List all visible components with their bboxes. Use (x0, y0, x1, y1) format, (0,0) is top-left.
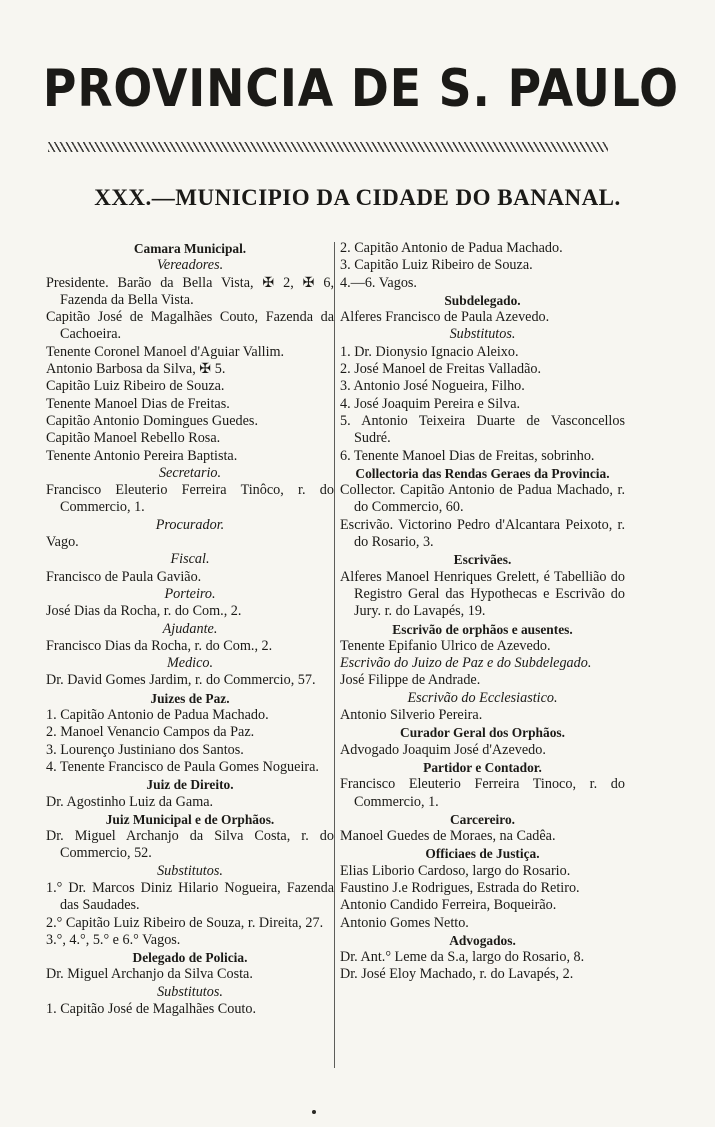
entry-line: Capitão José de Magalhães Couto, Fazenda da Cachoeira. (46, 309, 334, 343)
entry-line: 3. Lourenço Justiniano dos Santos. (46, 741, 244, 758)
entry-line: Escrivão. Victorino Pedro d'Alcantara Peixoto, r. do Rosario, 3. (340, 516, 625, 551)
role-heading: Substitutos. (157, 862, 223, 879)
entry-line: Tenente Coronel Manoel d'Aguiar Vallim. (46, 343, 285, 360)
entry-line: Tenente Epifanio Ulrico de Azevedo. (340, 637, 551, 654)
section-heading: Escrivão de orphãos e ausentes. (392, 621, 573, 637)
section-heading: Advogados. (449, 932, 516, 948)
section-heading: Collectoria das Rendas Geraes da Provincia. (355, 465, 610, 481)
entry-line: Dr. Miguel Archanjo da Silva Costa. (46, 966, 253, 983)
entry-line: 4. José Joaquim Pereira e Silva. (340, 395, 521, 412)
entry-line: Tenente Manoel Dias de Freitas. (46, 395, 230, 412)
entry-line: Escrivão do Juizo de Paz e do Subdelegado. (340, 655, 592, 672)
entry-line: 1. Capitão Antonio de Padua Machado. (46, 707, 269, 724)
entry-line: Elias Liborio Cardoso, largo do Rosario. (340, 862, 571, 879)
entry-line: 4. Tenente Francisco de Paula Gomes Nogueira. (46, 758, 319, 775)
entry-line: Dr. Miguel Archanjo da Silva Costa, r. do Commercio, 52. (46, 828, 334, 862)
role-heading: Substitutos. (157, 983, 223, 1000)
right-column (340, 240, 625, 984)
role-heading: Porteiro. (164, 585, 216, 602)
section-heading: Subdelegado. (444, 292, 521, 308)
entry-line: Presidente. Barão da Bella Vista, ✠ 2, ✠ 6, Fazenda da Bella Vista. (46, 274, 334, 308)
entry-line: 2. Capitão Antonio de Padua Machado. (340, 240, 563, 256)
section-heading: Carcereiro. (449, 811, 516, 827)
section-heading: Juiz de Direito. (146, 777, 234, 793)
entry-line: Antonio Gomes Netto. (340, 914, 469, 931)
entry-line: 2. José Manoel de Freitas Valladão. (340, 361, 542, 378)
entry-line: Vago. (46, 534, 79, 551)
role-heading: Medico. (166, 655, 214, 672)
entry-line: 2. Manoel Venancio Campos da Paz. (46, 724, 255, 741)
entry-line: Alferes Francisco de Paula Azevedo. (340, 309, 550, 326)
entry-line: Antonio Barbosa da Silva, ✠ 5. (46, 361, 226, 378)
section-heading: Juizes de Paz. (150, 690, 230, 706)
entry-line: 3. Capitão Luiz Ribeiro de Souza. (340, 257, 533, 274)
entry-line: José Filippe de Andrade. (340, 672, 481, 689)
entry-line: José Dias da Rocha, r. do Com., 2. (46, 603, 242, 620)
entry-line: Dr. Agostinho Luiz da Gama. (46, 793, 214, 810)
entry-line: 6. Tenente Manoel Dias de Freitas, sobrinho. (340, 447, 595, 464)
entry-line: Manoel Guedes de Moraes, na Cadêa. (340, 828, 556, 845)
entry-line: 3. Antonio José Nogueira, Filho. (340, 378, 525, 395)
entry-line: Francisco Eleuterio Ferreira Tinôco, r. do Commercio, 1. (46, 482, 334, 516)
role-heading: Ajudante. (162, 620, 218, 637)
entry-line: Dr. Ant.° Leme da S.a, largo do Rosario, 8. (340, 949, 585, 966)
role-heading: Vereadores. (156, 257, 224, 274)
entry-line: 5. Antonio Teixeira Duarte de Vasconcellos Sudré. (340, 412, 625, 447)
entry-line: 1.° Dr. Marcos Diniz Hilario Nogueira, Fazenda das Saudades. (46, 879, 334, 914)
section-heading: Delegado de Policia. (132, 950, 248, 966)
entry-line: Capitão Luiz Ribeiro de Souza. (46, 378, 225, 395)
entry-line: Alferes Manoel Henriques Grelett, é Tabellião do Registro Geral das Hypothecas e Escrivão do Jury. r. do Lavapés, 19. (340, 568, 625, 620)
section-heading: Juiz Municipal e de Orphãos. (105, 811, 275, 827)
section-heading: Officiaes de Justiça. (425, 846, 540, 862)
page-mark (312, 1110, 316, 1114)
entry-line: Faustino J.e Rodrigues, Estrada do Retiro. (340, 879, 580, 896)
column-divider (334, 242, 335, 1068)
role-heading: Escrivão do Ecclesiastico. (407, 689, 558, 706)
section-heading: Curador Geral dos Orphãos. (400, 725, 565, 741)
entry-line: 2.° Capitão Luiz Ribeiro de Souza, r. Direita, 27. (46, 914, 324, 931)
section-heading: Camara Municipal. (133, 241, 247, 256)
entry-line: 1. Capitão José de Magalhães Couto. (46, 1001, 257, 1018)
entry-line: Antonio Candido Ferreira, Boqueirão. (340, 897, 557, 914)
entry-line: Collector. Capitão Antonio de Padua Machado, r. do Commercio, 60. (340, 482, 625, 516)
entry-line: 4.—6. Vagos. (340, 274, 417, 291)
entry-line: Antonio Silverio Pereira. (340, 707, 483, 724)
entry-line: Advogado Joaquim José d'Azevedo. (340, 741, 546, 758)
role-heading: Procurador. (155, 516, 225, 533)
entry-line: 1. Dr. Dionysio Ignacio Aleixo. (340, 343, 519, 360)
section-heading: Escrivães. (453, 552, 512, 568)
role-heading: Secretario. (158, 464, 222, 481)
entry-line: Capitão Antonio Domingues Guedes. (46, 412, 259, 429)
left-column (46, 240, 334, 1018)
entry-line: Capitão Manoel Rebello Rosa. (46, 430, 221, 447)
entry-line: Tenente Antonio Pereira Baptista. (46, 447, 238, 464)
entry-line: Francisco Eleuterio Ferreira Tinoco, r. do Commercio, 1. (340, 776, 625, 810)
decorative-rule (48, 142, 608, 152)
entry-line: Dr. David Gomes Jardim, r. do Commercio, 57. (46, 672, 316, 689)
entry-line: Francisco Dias da Rocha, r. do Com., 2. (46, 637, 273, 654)
entry-line: 3.°, 4.°, 5.° e 6.° Vagos. (46, 931, 181, 948)
role-heading: Substitutos. (449, 326, 516, 343)
role-heading: Fiscal. (170, 551, 210, 568)
entry-line: Dr. José Eloy Machado, r. do Lavapés, 2. (340, 966, 574, 983)
entry-line: Francisco de Paula Gavião. (46, 568, 202, 585)
page-title: PROVINCIA DE S. PAULO (42, 59, 679, 119)
section-title: XXX.—MUNICIPIO DA CIDADE DO BANANAL. (94, 185, 621, 210)
section-heading: Partidor e Contador. (423, 759, 542, 775)
